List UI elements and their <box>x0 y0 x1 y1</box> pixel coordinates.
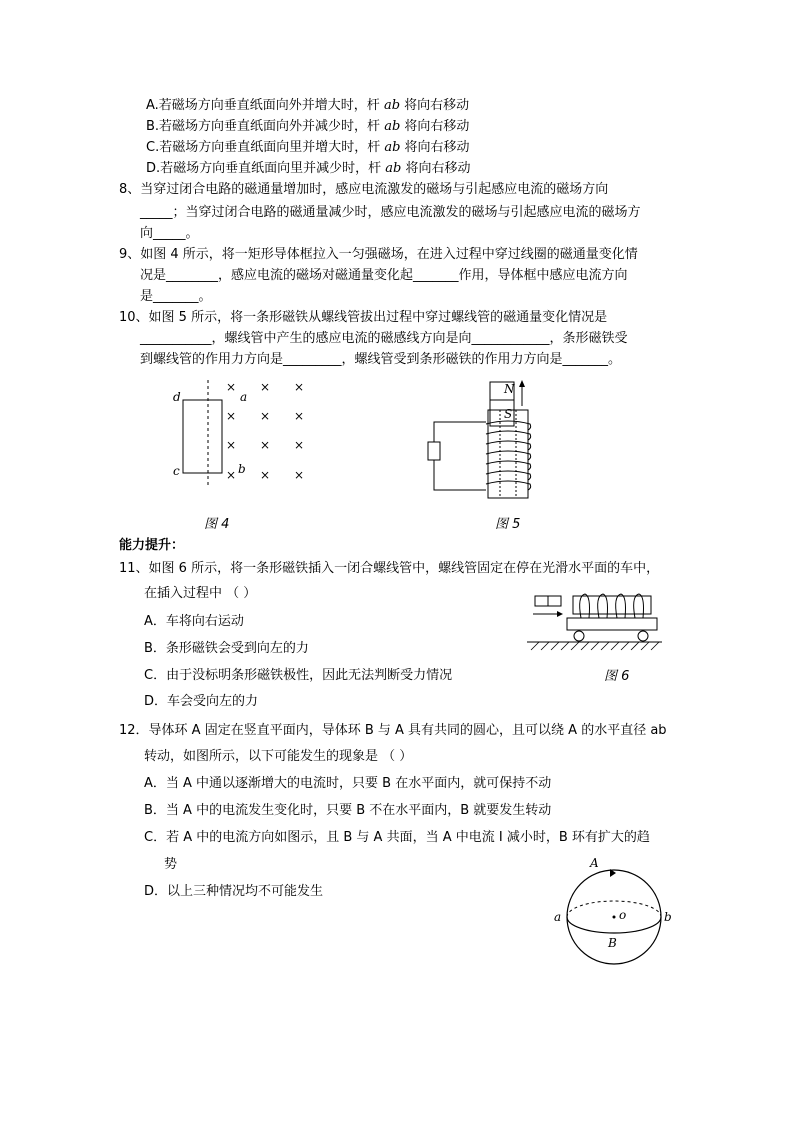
fig4-label-a: a <box>240 390 248 404</box>
q10-line3: 到螺线管的作用力方向是_________，螺线管受到条形磁铁的作用力方向是_______。 <box>140 352 622 367</box>
field-cross-icon: × <box>260 438 271 452</box>
q7-option-c <box>146 139 470 157</box>
q7-option-b-rod: ab <box>384 119 401 134</box>
fig6-cart <box>567 618 657 630</box>
q7-option-c-rod: ab <box>384 140 401 155</box>
fig5-arrow-head-icon <box>519 380 525 387</box>
q11-option-a: A．车将向右运动 <box>144 614 244 629</box>
field-cross-icon: × <box>294 468 305 482</box>
figure-5 <box>420 378 560 538</box>
q7-option-a-tail: 将向右移动 <box>400 98 470 113</box>
q8-line1: 8、当穿过闭合电路的磁通量增加时，感应电流激发的磁场与引起感应电流的磁场方向 <box>119 182 609 197</box>
q7-option-c-text: C.若磁场方向垂直纸面向里并增大时，杆 <box>146 140 385 155</box>
fig5-solenoid <box>488 410 528 498</box>
fig5-label-n: N <box>504 382 515 396</box>
fig5-label-s: S <box>504 407 513 421</box>
section-title: 能力提升： <box>119 538 185 553</box>
fig4-label-c: c <box>173 464 180 478</box>
ring-label-a: a <box>554 910 562 924</box>
q7-option-b-tail: 将向右移动 <box>400 119 470 134</box>
field-cross-icon: × <box>294 438 305 452</box>
fig4-label-b: b <box>238 462 246 476</box>
fig5-caption: 图 5 <box>495 517 521 532</box>
ring-label-b: b <box>664 910 672 924</box>
q10-line1: 10、如图 5 所示，将一条形磁铁从螺线管拔出过程中穿过螺线管的磁通量变化情况是 <box>119 310 608 325</box>
field-cross-icon: × <box>226 409 237 423</box>
q11-option-d: D．车会受向左的力 <box>144 694 259 709</box>
fig6-solenoid <box>573 596 651 614</box>
field-cross-icon: × <box>260 380 271 394</box>
fig6-wheel-left <box>574 631 584 641</box>
q7-option-d-rod: ab <box>385 161 402 176</box>
fig6-caption: 图 6 <box>604 669 630 684</box>
ring-b-back <box>567 901 661 917</box>
ring-label-A: A <box>590 856 599 870</box>
field-cross-icon: × <box>294 380 305 394</box>
fig5-wire-top <box>434 422 486 442</box>
q11-option-c: C．由于没标明条形磁铁极性，因此无法判断受力情况 <box>144 668 453 683</box>
q9-line3: 是_______。 <box>140 289 212 304</box>
q9-line1: 9、如图 4 所示，将一矩形导体框拉入一匀强磁场，在进入过程中穿过线圈的磁通量变化情 <box>119 247 638 262</box>
field-cross-icon: × <box>226 468 237 482</box>
q7-option-d <box>146 160 471 178</box>
q12-option-c-line2: 势 <box>164 857 178 872</box>
fig4-caption: 图 4 <box>204 517 230 532</box>
fig6-ground-hatching <box>531 642 659 650</box>
field-cross-icon: × <box>294 409 305 423</box>
figure-4 <box>160 375 330 535</box>
q12-option-b: B．当 A 中的电流发生变化时，只要 B 不在水平面内，B 就要发生转动 <box>144 803 552 818</box>
fig6-wheel-right <box>638 631 648 641</box>
fig5-wire-bottom <box>434 460 486 490</box>
q7-option-d-text: D.若磁场方向垂直纸面向里并减少时，杆 <box>146 161 386 176</box>
fig6-arrow-head-icon <box>557 611 563 617</box>
q11-option-b: B．条形磁铁会受到向左的力 <box>144 641 309 656</box>
fig5-resistor <box>428 442 440 460</box>
q12-option-a: A．当 A 中通以逐渐增大的电流时，只要 B 在水平面内，就可保持不动 <box>144 776 552 791</box>
q7-option-c-tail: 将向右移动 <box>400 140 470 155</box>
ring-center-dot <box>613 916 616 919</box>
q12-option-c-line1: C．若 A 中的电流方向如图示，且 B 与 A 共面，当 A 中电流 I 减小时，B 环有扩大的趋 <box>144 830 650 845</box>
q12-line2: 转动，如图所示，以下可能发生的现象是 （ ） <box>144 749 413 764</box>
ring-label-B: B <box>608 936 617 950</box>
q7-option-b <box>146 118 469 136</box>
q10-line2: ___________，螺线管中产生的感应电流的磁感线方向是向____________，条形磁铁受 <box>140 331 628 346</box>
fig4-label-d: d <box>173 390 181 404</box>
ring-label-o: o <box>619 908 627 922</box>
q7-option-a-text: A.若磁场方向垂直纸面向外并增大时，杆 <box>146 98 384 113</box>
fig4-frame <box>183 400 222 473</box>
q7-option-a-rod: ab <box>383 98 401 113</box>
field-cross-icon: × <box>226 380 237 394</box>
fig5-coil-windings <box>486 421 531 490</box>
q7-option-b-text: B.若磁场方向垂直纸面向外并减少时，杆 <box>146 119 385 134</box>
field-cross-icon: × <box>260 468 271 482</box>
q7-option-d-tail: 将向右移动 <box>401 161 471 176</box>
q7-option-a <box>146 97 469 115</box>
q12-line1: 12．导体环 A 固定在竖直平面内，导体环 B 与 A 具有共同的圆心，且可以绕 A 的水平直径 ab <box>119 723 667 738</box>
q8-line3: 向_____。 <box>140 226 199 241</box>
field-cross-icon: × <box>226 438 237 452</box>
figure-rings <box>550 855 680 970</box>
field-cross-icon: × <box>260 409 271 423</box>
q9-line2: 况是________，感应电流的磁场对磁通量变化起_______作用，导体框中感应电流方向 <box>140 268 628 283</box>
q12-option-d: D．以上三种情况均不可能发生 <box>144 884 324 899</box>
q11-line1: 11、如图 6 所示，将一条形磁铁插入一闭合螺线管中，螺线管固定在停在光滑水平面的车中， <box>119 561 660 576</box>
figure-6 <box>527 588 667 688</box>
ring-b-front <box>567 917 661 933</box>
q8-line2: _____；当穿过闭合电路的磁通量减少时，感应电流激发的磁场与引起感应电流的磁场方 <box>140 205 641 220</box>
q11-line2: 在插入过程中 （ ） <box>144 586 257 601</box>
